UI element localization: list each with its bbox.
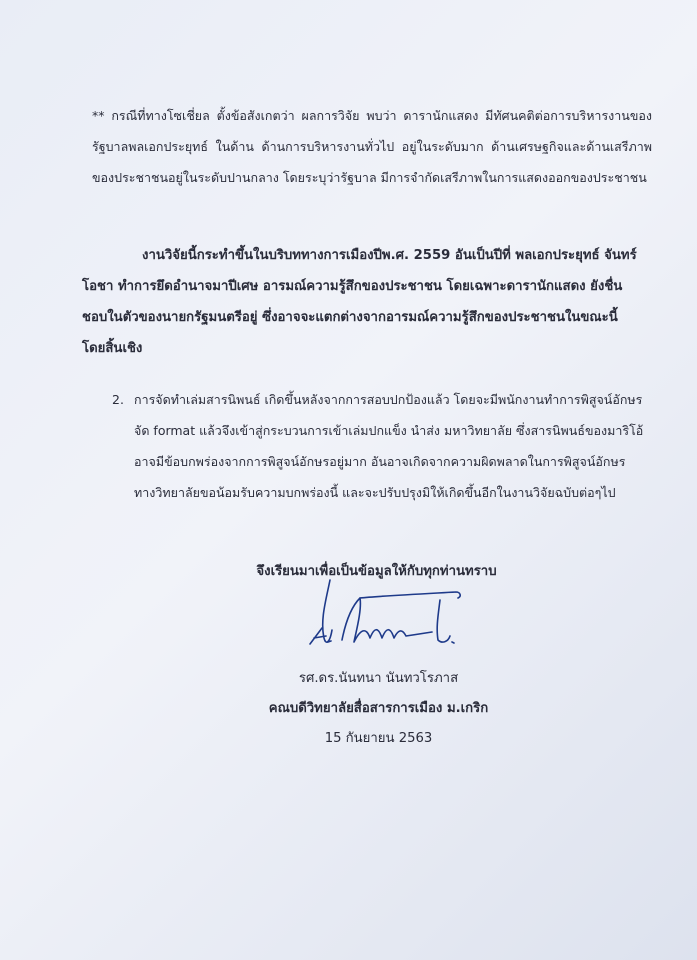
signer-title: คณบดีวิทยาลัยสื่อสารการเมือง ม.เกริก [268,701,489,716]
research-context-first-line: งานวิจัยนี้กระทำขึ้นในบริบททางการเมืองปีพ.ศ. 2559 อันเป็นปีที่ [142,248,511,263]
document-date: 15 กันยายน 2563 [324,731,433,746]
paragraph-social-observation: ** กรณีที่ทางโซเชี่ยล ตั้งข้อสังเกตว่า ผลการวิจัย พบว่า ดารานักแสดง มีทัศนคติต่อการบริหารงานของรัฐบาลพลเอกประยุทธ์ ในด้าน ด้านการบริหารงานทั่วไป อยู่ในระดับมาก ด้านเศรษฐกิจและด้านเสรีภาพของประชาชนอยู่ในระดับปานกลาง โดยระบุว่ารัฐบาล มีการจำกัดเสรีภาพในการแสดงออกของประชาชน [92,108,652,185]
handwritten-signature [300,570,470,660]
closing-text: จึงเรียนมาเพื่อเป็นข้อมูลให้กับทุกท่านทราบ [256,564,497,579]
research-context-rest: พลเอกประยุทธ์ จันทร์โอชา ทำการยึดอำนาจมาปีเศษ อารมณ์ความรู้สึกของประชาชน โดยเฉพาะดารานักแสดง ยังชื่นชอบในตัวของนายกรัฐมนตรีอยู่ ซึ่งอาจจะแตกต่างจากอารมณ์ความรู้สึกของประชาชนในขณะนี้ โดยสิ้นเชิง [82,248,637,356]
signer-name: รศ.ดร.นันทนา นันทวโรภาส [298,671,459,686]
item-text: การจัดทำเล่มสารนิพนธ์ เกิดขึ้นหลังจากการสอบปกป้องแล้ว โดยจะมีพนักงานทำการพิสูจน์อักษร จัด format แล้วจึงเข้าสู่กระบวนการเข้าเล่มปกแข็ง นำส่ง มหาวิทยาลัย ซึ่งสารนิพนธ์ของมาริโอ้ อาจมีข้อบกพร่องจากการพิสูจน์อักษรอยู่มาก อันอาจเกิดจากความผิดพลาดในการพิสูจน์อักษร ทางวิทยาลัยขอน้อมรับความบกพร่องนี้ และจะปรับปรุงมิให้เกิดขึ้นอีกในงานวิจัยฉบับต่อๆไป [134,392,644,500]
signature-block [0,664,697,754]
item-number: 2. [112,392,124,407]
paragraph-research-context [82,240,642,364]
